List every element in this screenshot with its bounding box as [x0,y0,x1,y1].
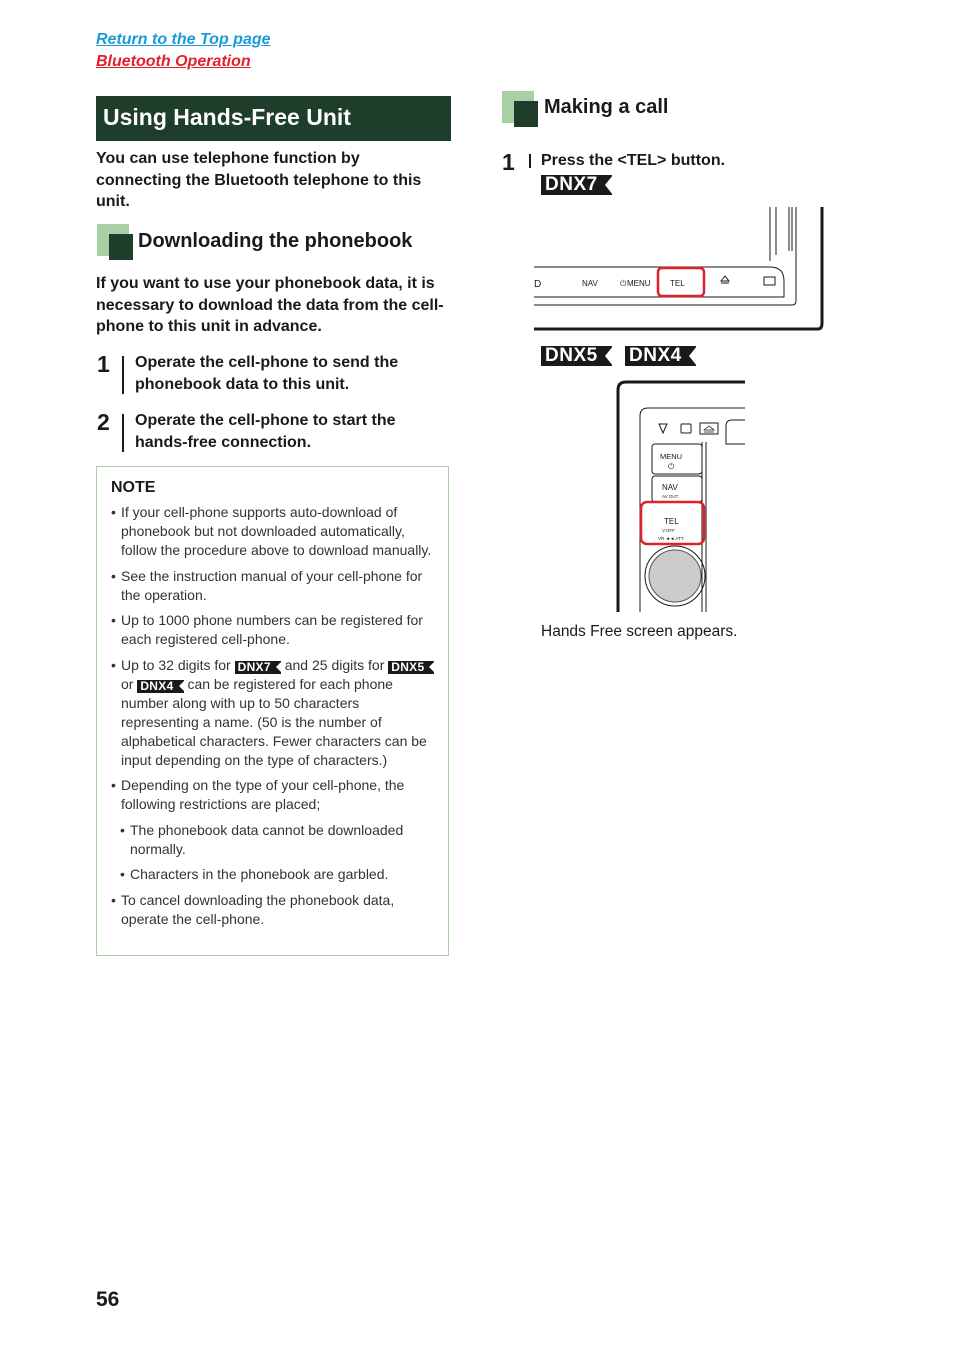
page-title-bar [96,96,451,141]
model-badge-dnx5: DNX5 [541,346,612,366]
screen-icon [764,277,775,285]
note-title: NOTE [111,479,156,496]
power-icon: ⏻ [620,279,627,288]
model-badge-dnx7: DNX7 [541,175,612,195]
tel-sub-label: V.OFF [662,528,675,533]
intro-text: You can use telephone function by connecting the Bluetooth telephone to this unit. [96,150,422,210]
nav-sub-label: AV OUT [662,494,679,499]
note-list [111,503,436,935]
tel-sub-label-2: VR ◄◄ ATT [658,536,684,541]
bluetooth-operation-link[interactable]: Bluetooth Operation [96,53,251,70]
note-box [96,466,449,956]
step-number: 2 [97,409,110,435]
section-title-making-call: Making a call [544,96,669,118]
digits-pre: Up to 32 digits for [121,656,231,673]
return-top-link[interactable]: Return to the Top page [96,31,271,48]
section-marker [97,224,133,260]
model-badge-dnx7: DNX7 [235,661,281,674]
nav-button-label: NAV [582,279,598,288]
note-item: • To cancel downloading the phonebook data, operate the cell-phone. [111,891,436,929]
note-item: • Up to 1000 phone numbers can be registered for each registered cell-phone. [111,611,436,649]
note-sub-item: • The phonebook data cannot be downloaded normally. [111,821,436,859]
page-number: 56 [96,1288,120,1311]
page-title: Using Hands-Free Unit [103,104,351,130]
caption-hands-free: Hands Free screen appears. [541,623,738,640]
step-divider [122,414,124,452]
note-sub-item: • Characters in the phonebook are garbled. [111,865,436,884]
model-badge-dnx4: DNX4 [625,346,696,366]
model-badge-dnx4: DNX4 [137,680,183,693]
brand-fragment-label: D [534,279,542,290]
downloading-paragraph: If you want to use your phonebook data, it is necessary to download the data from the cell-phone to this unit in advance. [96,275,444,335]
step-divider [529,154,531,168]
tel-button-label: TEL [664,517,679,526]
note-item: • Depending on the type of your cell-phone, the following restrictions are placed; [111,776,436,814]
section-marker [502,91,538,127]
note-item: • If your cell-phone supports auto-download of phonebook but not downloaded automatically, follow the procedure above to download manually. [111,503,436,560]
section-title-downloading: Downloading the phonebook [138,230,413,252]
digits-or: or [121,675,134,692]
screen-icon [681,424,691,433]
digits-post: can be registered for each phone number along with up to 50 characters representing a name. (50 is the number of alphabetical characters. Fewer characters can be input depending on the type of characters.) [121,675,427,768]
nav-button-label: NAV [662,483,678,492]
step-text: Operate the cell-phone to start the hands-free connection. [135,412,396,451]
dnx7-device-illustration [534,205,826,335]
down-triangle-icon [659,424,667,433]
power-icon: ⏻ [668,462,675,471]
tel-button-label: TEL [670,279,685,288]
step-text: Press the <TEL> button. [541,152,726,169]
step-text: Operate the cell-phone to send the phonebook data to this unit. [135,354,399,393]
step-divider [122,356,124,394]
menu-button-label: MENU [627,279,651,288]
note-item: • See the instruction manual of your cell-phone for the operation. [111,567,436,605]
model-badge-dnx5: DNX5 [388,661,434,674]
digits-mid: and 25 digits for [284,656,385,673]
menu-button-label: MENU [660,452,683,461]
step-number: 1 [502,149,515,175]
eject-icon [721,276,729,283]
dnx54-device-illustration [614,378,746,614]
step-number: 1 [97,351,110,377]
note-item-digits [111,656,436,770]
